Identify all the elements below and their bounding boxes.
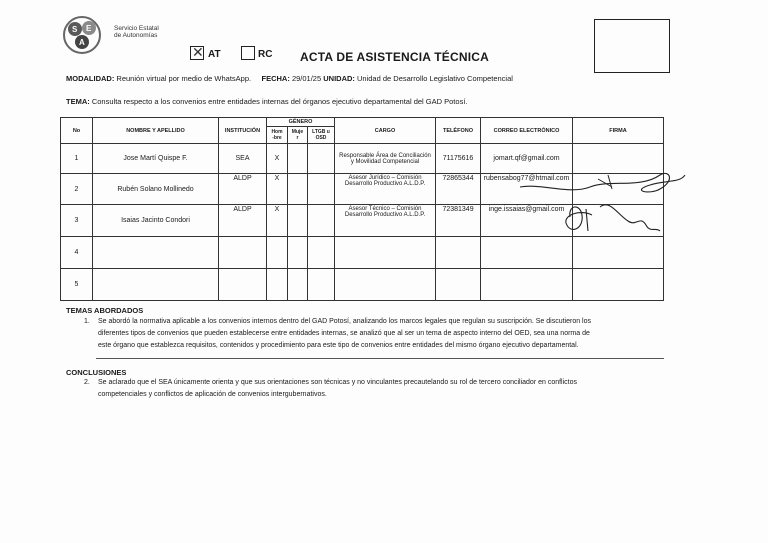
header-cargo: CARGO — [335, 118, 436, 144]
tema-label: TEMA: — [66, 97, 90, 106]
divider — [96, 358, 664, 359]
fecha-value: 29/01/25 — [291, 74, 322, 83]
row-cargo: Responsable Área de Conciliación y Movilidad Competencial — [335, 144, 436, 174]
fecha-label: FECHA: — [261, 74, 290, 83]
temas-line: Se abordó la normativa aplicable a los convenios internos dentro del GAD Potosí, analizando los marcos legales que regulan su suscripción. Se discutieron los — [98, 318, 592, 325]
header-firma: FIRMA — [573, 118, 664, 144]
row-mujer — [288, 205, 308, 237]
row-correo: rubensabog77@htmail.com — [481, 174, 573, 205]
row-institucion: ALDP — [219, 205, 267, 237]
row-nombre: Isaias Jacinto Condori — [93, 205, 219, 237]
row-hombre: X — [267, 205, 288, 237]
row-no: 2 — [61, 174, 93, 205]
tema-value: Consulta respecto a los convenios entre entidades internas del órganos ejecutivo departamental del GAD Potosí. — [91, 97, 468, 106]
row-mujer — [288, 144, 308, 174]
row-no: 5 — [61, 269, 93, 301]
conclusiones-num: 2. — [84, 379, 90, 386]
svg-text:S: S — [72, 25, 78, 34]
header-institucion: INSTITUCIÓN — [219, 118, 267, 144]
table-row — [61, 269, 664, 301]
rc-label: RC — [258, 49, 273, 60]
header-hombre: Hom -bre — [267, 127, 288, 144]
row-no: 1 — [61, 144, 93, 174]
row-cargo: Asesor Jurídico – Comisión Desarrollo Productivo A.L.D.P. — [335, 174, 436, 205]
row-mujer — [288, 174, 308, 205]
at-checkbox[interactable] — [190, 46, 204, 60]
header-no: No — [61, 118, 93, 144]
row-no: 3 — [61, 205, 93, 237]
conclusiones-title: CONCLUSIONES — [66, 368, 127, 377]
reference-box — [594, 19, 670, 73]
row-correo: inge.issaias@gmail.com — [481, 205, 573, 237]
row-institucion: ALDP — [219, 174, 267, 205]
logo-caption-line: de Autonomías — [114, 32, 158, 39]
row-cargo: Asesor Técnico – Comisión Desarrollo Productivo A.L.D.P. — [335, 205, 436, 237]
temas-line: este órgano que establezca requisitos, contenidos y procedimiento para este tipo de convenios entre entidades del mismo órgano ejecutivo departamental. — [98, 342, 579, 349]
row-ltgb — [308, 174, 335, 205]
temas-num: 1. — [84, 318, 90, 325]
conclusiones-paragraph — [98, 377, 668, 401]
row-hombre: X — [267, 174, 288, 205]
modalidad-label: MODALIDAD: — [66, 74, 115, 83]
header-nombre: NOMBRE Y APELLIDO — [93, 118, 219, 144]
temas-paragraph — [98, 316, 668, 352]
conclusiones-line: competenciales y conflictos de aplicación de convenios intergubernativos. — [98, 391, 327, 398]
unidad-label: UNIDAD: — [323, 74, 355, 83]
header-mujer: Muje r — [288, 127, 308, 144]
rc-checkbox[interactable] — [241, 46, 255, 60]
logo-caption-line: Servicio Estatal — [114, 25, 159, 32]
temas-line: diferentes tipos de convenios que pueden establecerse entre entidades internas, se analizó que al ser un tema de aspecto interno del OED, sea una norma de — [98, 330, 590, 337]
temas-title: TEMAS ABORDADOS — [66, 306, 144, 315]
row-correo: jomart.qf@gmail.com — [481, 144, 573, 174]
row-institucion: SEA — [219, 144, 267, 174]
header-ltgb: LTGB u OSD — [308, 127, 335, 144]
row-nombre: Jose Martí Quispe F. — [93, 144, 219, 174]
row-telefono: 71175616 — [436, 144, 481, 174]
row-telefono: 72381349 — [436, 205, 481, 237]
header-telefono: TELÉFONO — [436, 118, 481, 144]
header-correo: CORREO ELECTRÓNICO — [481, 118, 573, 144]
meta-line — [66, 74, 513, 83]
row-nombre: Rubén Solano Mollinedo — [93, 174, 219, 205]
signature-scribbles — [500, 165, 700, 245]
row-hombre: X — [267, 144, 288, 174]
svg-text:E: E — [86, 24, 92, 33]
conclusiones-line: Se aclarado que el SEA únicamente orienta y que sus orientaciones son técnicas y no vinculantes precautelando su rol de tercero conciliador en conflictos — [98, 379, 578, 386]
tema-line — [66, 97, 468, 106]
logo-caption — [114, 25, 159, 39]
unidad-value: Unidad de Desarrollo Legislativo Competencial — [357, 74, 513, 83]
row-ltgb — [308, 144, 335, 174]
header-genero: GÉNERO — [267, 118, 335, 127]
document-title: ACTA DE ASISTENCIA TÉCNICA — [300, 50, 489, 64]
row-telefono: 72865344 — [436, 174, 481, 205]
row-no: 4 — [61, 237, 93, 269]
row-ltgb — [308, 205, 335, 237]
at-label: AT — [208, 49, 221, 60]
modalidad-value: Reunión virtual por medio de WhatsApp. — [116, 74, 252, 83]
svg-text:A: A — [79, 38, 85, 47]
